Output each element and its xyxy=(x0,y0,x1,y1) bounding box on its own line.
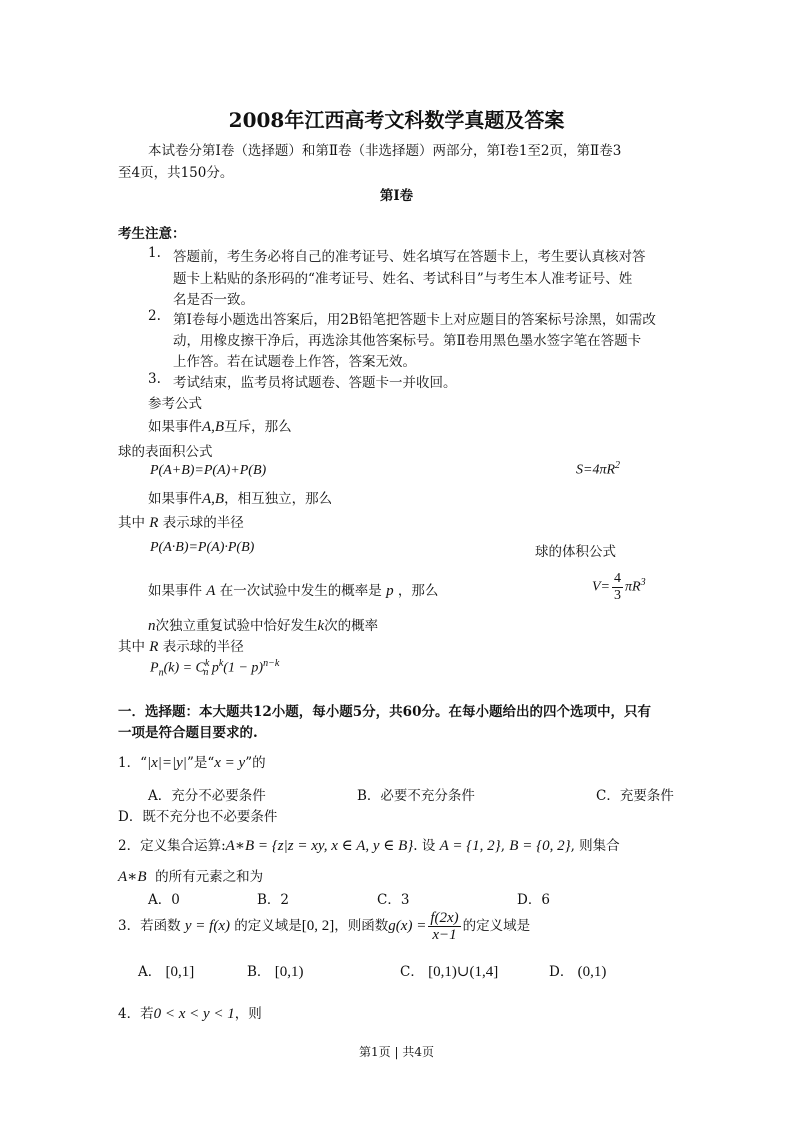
question-3-option-d: D． (0,1) xyxy=(549,964,607,980)
notice-num-3: 3. xyxy=(148,371,161,387)
notice-2-line-2: 动，用橡皮擦干净后，再选涂其他答案标号。第Ⅱ卷用黑色墨水签字笔在答题卡 xyxy=(173,333,642,349)
formulas-heading: 参考公式 xyxy=(148,396,202,412)
sphere-area-formula: $S=4\pi R^2$ xyxy=(576,460,621,478)
notice-1-line-1: 答题前，考生务必将自己的准考证号、姓名填写在答题卡上，考生要认真核对答 xyxy=(173,249,646,265)
intro-line-1: 本试卷分第Ⅰ卷（选择题）和第Ⅱ卷（非选择题）两部分，第Ⅰ卷1至2页，第Ⅱ卷3 xyxy=(148,143,622,159)
radius-note-2: 其中 R 表示球的半径 xyxy=(118,639,244,655)
question-1-stem: 1．“|x|=|y|”是“x = y”的 xyxy=(118,755,266,771)
page-title: 2008年江西高考文科数学真题及答案 xyxy=(228,108,565,132)
notice-heading: 考生注意： xyxy=(118,226,186,242)
notice-1-line-2: 题卡上粘贴的条形码的“准考证号、姓名、考试科目”与考生本人准考证号、姓 xyxy=(173,271,633,287)
question-2-stem: 2．定义集合运算:A∗B = {z|z = xy, x ∈ A, y ∈ B}. 设 A = {1, 2}, B = {0, 2}, 则集合 xyxy=(118,838,620,854)
bernoulli-formula: $P_n(k) = C^k_n$ $p^k(1 - p)^{n-k}$ xyxy=(150,658,280,679)
question-4-stem: 4．若0 < x < y < 1，则 xyxy=(118,1006,262,1022)
notice-1-line-3: 名是否一致。 xyxy=(173,292,254,308)
question-3-option-a: A． [0,1] xyxy=(138,964,195,980)
probability-sentence: 如果事件 A 在一次试验中发生的概率是 p ，那么 xyxy=(148,583,439,599)
question-2-stem-line-2: A∗B 的所有元素之和为 xyxy=(118,869,264,885)
section-1-line-2: 一项是符合题目要求的. xyxy=(118,725,258,741)
notice-2-line-3: 上作答。若在试题卷上作答，答案无效。 xyxy=(173,354,416,370)
question-1-option-a: A．充分不必要条件 xyxy=(148,788,266,804)
mutex-sentence: 如果事件A,B互斥，那么 xyxy=(148,419,292,435)
question-2-option-b: B．2 xyxy=(257,892,290,908)
question-3-option-b: B． [0,1) xyxy=(247,964,304,980)
notice-num-2: 2. xyxy=(148,308,161,324)
page-footer: 第1页 | 共4页 xyxy=(359,1045,434,1059)
section-1-line-1: 一．选择题：本大题共12小题，每小题5分，共60分。在每小题给出的四个选项中，只有 xyxy=(118,704,651,720)
question-2-option-c: C．3 xyxy=(377,892,410,908)
sphere-volume-formula: V= $\frac{4}{3}$ $\pi R^3$ xyxy=(592,571,646,603)
question-1-option-d: D．既不充分也不必要条件 xyxy=(118,809,278,825)
notice-2-line-1: 第Ⅰ卷每小题选出答案后，用2B铅笔把答题卡上对应题目的答案标号涂黑，如需改 xyxy=(173,312,656,328)
question-2-option-d: D．6 xyxy=(517,892,550,908)
independence-sentence: 如果事件A,B，相互独立，那么 xyxy=(148,491,333,507)
question-1-option-b: B．必要不充分条件 xyxy=(357,788,475,804)
addition-rule: P(A+B)=P(A)+P(B) xyxy=(150,463,267,478)
notice-3-line-1: 考试结束，监考员将试题卷、答题卡一并收回。 xyxy=(173,375,457,391)
question-3-option-c: C． [0,1)∪(1,4] xyxy=(400,964,499,980)
question-2-option-a: A．0 xyxy=(148,892,180,908)
question-1-option-c: C．充要条件 xyxy=(596,788,674,804)
radius-note-1: 其中 R 表示球的半径 xyxy=(118,515,244,531)
bernoulli-sentence: n次独立重复试验中恰好发生k次的概率 xyxy=(148,618,379,634)
notice-num-1: 1. xyxy=(148,245,161,261)
intro-line-2: 至4页，共150分。 xyxy=(118,165,234,181)
part-heading: 第Ⅰ卷 xyxy=(379,188,414,204)
sphere-volume-label: 球的体积公式 xyxy=(535,544,616,560)
sphere-area-label: 球的表面积公式 xyxy=(118,444,213,460)
multiplication-rule: P(A·B)=P(A)·P(B) xyxy=(150,540,255,555)
question-3-stem: 3．若函数 y = f(x) 的定义域是[0, 2]，则函数g(x) = $\frac{f(2x)}{x-1}$ 的定义域是 xyxy=(118,910,531,943)
